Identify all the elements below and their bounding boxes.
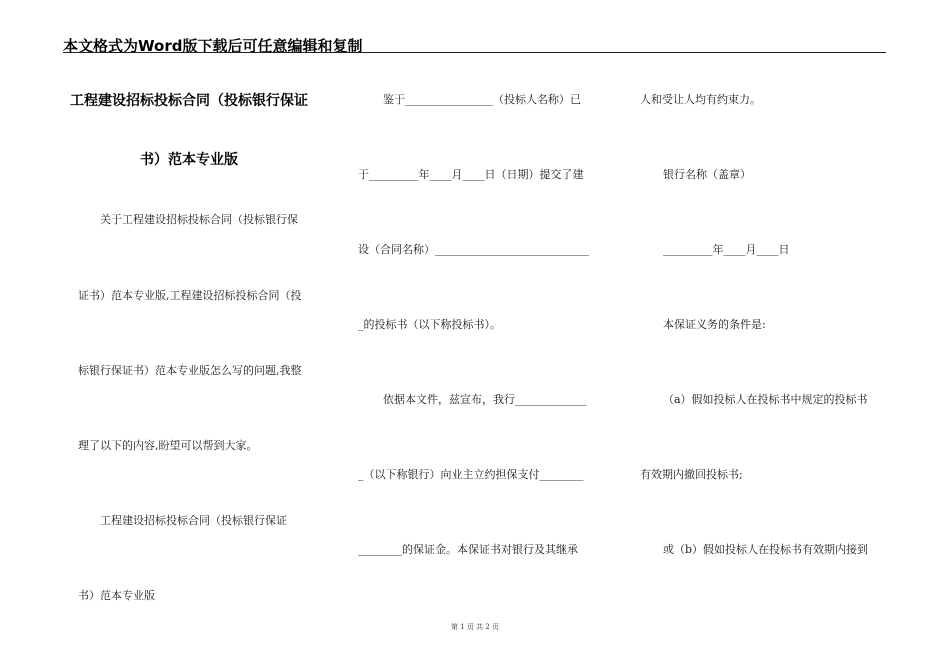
header-divider: [63, 52, 886, 53]
col2-line-1: 鉴于________________（投标人名称）已: [383, 93, 581, 106]
col3-line-1: 人和受让人均有约束力。: [640, 93, 761, 106]
col3-line-2: 银行名称（盖章）: [663, 168, 751, 181]
col2-line-3: 设（合同名称）____________________________: [358, 243, 589, 256]
col3-line-5: （a）假如投标人在投标书中规定的投标书: [663, 393, 868, 406]
doc-title-line-1: 工程建设招标投标合同（投标银行保证: [70, 93, 308, 109]
doc-title-line-2: 书）范本专业版: [140, 152, 238, 168]
col1-line-3: 标银行保证书）范本专业版怎么写的问题,我整: [78, 364, 302, 377]
col1-line-5: 工程建设招标投标合同（投标银行保证: [100, 514, 287, 527]
col2-line-4: _的投标书（以下称投标书）。: [358, 318, 501, 331]
col1-line-2: 证书）范本专业版,工程建设招标投标合同（投: [78, 289, 302, 302]
col2-line-2: 于_________年____月____日（日期）提交了建: [358, 168, 584, 181]
col1-line-6: 书）范本专业版: [78, 589, 155, 602]
col2-line-7: ________的保证金。本保证书对银行及其继承: [358, 543, 578, 556]
col3-line-3: _________年____月____日: [663, 243, 790, 256]
document-header: 本文格式为Word版下载后可任意编辑和复制: [63, 37, 363, 55]
col2-line-5: 依据本文件，兹宣布，我行_____________: [383, 393, 587, 406]
col3-line-4: 本保证义务的条件是:: [663, 318, 766, 331]
col2-line-6: _（以下称银行）向业主立约担保支付________: [358, 468, 584, 481]
col1-line-4: 理了以下的内容,盼望可以帮到大家。: [78, 439, 258, 452]
page-number: 第 1 页 共 2 页: [450, 623, 500, 631]
col3-line-7: 或（b）假如投标人在投标书有效期内接到: [663, 543, 869, 556]
col1-line-1: 关于工程建设招标投标合同（投标银行保: [100, 213, 298, 226]
col3-line-6: 有效期内撤回投标书;: [640, 468, 743, 481]
